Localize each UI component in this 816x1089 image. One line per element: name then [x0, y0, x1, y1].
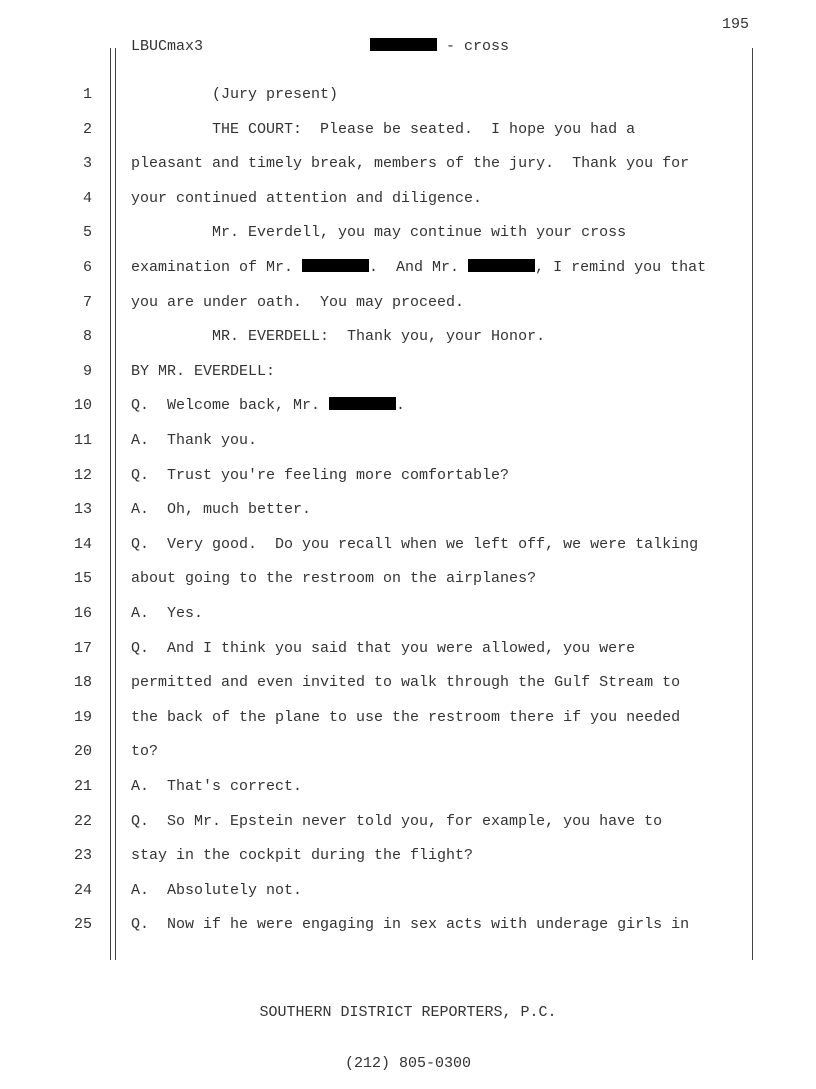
transcript-line [0, 459, 816, 493]
line-text-segment: . [396, 397, 406, 415]
line-number: 18 [73, 674, 92, 692]
line-text-segment: THE COURT: Please be seated. I hope you had a [131, 120, 636, 138]
line-text-segment: A. Yes. [131, 605, 204, 622]
line-text-segment: A. Absolutely not. [131, 881, 303, 899]
line-text [131, 259, 706, 276]
redaction-bar [302, 259, 369, 272]
line-text [131, 640, 635, 657]
transcript-line [0, 632, 816, 666]
line-text-segment: A. Oh, much better. [131, 501, 312, 519]
line-number: 5 [82, 224, 92, 242]
line-number: 9 [82, 362, 92, 380]
footer-reporter-name: SOUTHERN DISTRICT REPORTERS, P.C. [259, 1004, 557, 1021]
transcript-line [0, 701, 816, 735]
line-text [131, 190, 482, 207]
line-number: 4 [82, 189, 92, 207]
line-text-segment: Q. Now if he were engaging in sex acts with underage girls in [131, 916, 690, 934]
redaction-bar [370, 38, 437, 51]
line-number: 22 [73, 812, 92, 830]
line-number: 3 [82, 155, 92, 173]
line-number: 17 [73, 639, 92, 657]
transcript-line [0, 770, 816, 804]
line-text [131, 709, 680, 726]
transcript-line [0, 839, 816, 873]
line-text-segment: A. That's correct. [131, 778, 303, 795]
line-text [131, 363, 275, 380]
line-text-segment: Q. Welcome back, Mr. [131, 397, 330, 415]
line-text [131, 86, 338, 103]
transcript-line [0, 320, 816, 354]
line-text-segment: BY MR. EVERDELL: [131, 362, 276, 380]
line-number: 25 [73, 916, 92, 934]
line-text [131, 882, 302, 899]
line-text [131, 778, 302, 795]
line-text-segment: you are under oath. You may proceed. [131, 293, 465, 311]
line-text-segment: to? [131, 743, 159, 761]
line-text [131, 847, 473, 864]
header-witness-section [370, 38, 509, 55]
line-number: 24 [73, 881, 92, 899]
line-text-segment: , I remind you that [535, 259, 707, 276]
line-text [131, 916, 689, 933]
line-text [131, 432, 257, 449]
transcript-line [0, 147, 816, 181]
line-text-segment: permitted and even invited to walk through the Gulf Stream to [131, 674, 681, 692]
line-text-segment: Q. Trust you're feeling more comfortable? [131, 466, 510, 484]
transcript-line [0, 597, 816, 631]
redaction-bar [468, 259, 535, 272]
transcript-line [0, 389, 816, 423]
line-number: 2 [82, 120, 92, 138]
transcript-line [0, 355, 816, 389]
line-text-segment: (Jury present) [131, 86, 339, 103]
transcript-line [0, 251, 816, 285]
line-text [131, 224, 626, 241]
page-number: 195 [721, 16, 749, 33]
header-case-code: LBUCmax3 [131, 38, 204, 55]
line-number: 8 [82, 328, 92, 346]
footer-phone: (212) 805-0300 [344, 1055, 472, 1072]
line-text-segment: Q. Very good. Do you recall when we left off, we were talking [131, 535, 699, 553]
line-number: 21 [73, 778, 92, 795]
line-text-segment: the back of the plane to use the restroom there if you needed [131, 708, 681, 726]
footer [0, 970, 816, 1089]
line-number: 16 [73, 605, 92, 622]
transcript-line [0, 182, 816, 216]
line-number: 19 [73, 708, 92, 726]
line-text [131, 294, 464, 311]
transcript-line [0, 735, 816, 769]
line-number: 12 [73, 466, 92, 484]
header-section-label: - cross [437, 38, 510, 55]
line-text [131, 536, 698, 553]
line-number: 23 [73, 847, 92, 865]
line-text [131, 328, 545, 345]
line-number: 1 [82, 86, 92, 103]
transcript-line [0, 805, 816, 839]
line-text [131, 155, 689, 172]
line-text-segment: about going to the restroom on the airplanes? [131, 570, 537, 588]
line-text [131, 570, 536, 587]
line-text [131, 605, 203, 622]
line-text-segment: . And Mr. [369, 259, 469, 276]
line-text [131, 674, 680, 691]
transcript-line [0, 493, 816, 527]
line-text-segment: your continued attention and diligence. [131, 189, 483, 207]
transcript-line [0, 286, 816, 320]
line-text-segment: pleasant and timely break, members of the jury. Thank you for [131, 155, 690, 173]
line-text-segment: MR. EVERDELL: Thank you, your Honor. [131, 328, 546, 346]
line-number: 13 [73, 501, 92, 519]
transcript-line [0, 908, 816, 942]
transcript-line [0, 666, 816, 700]
line-text-segment: stay in the cockpit during the flight? [131, 847, 474, 865]
line-number: 10 [73, 397, 92, 415]
transcript-line [0, 528, 816, 562]
line-text [131, 121, 635, 138]
line-text-segment: Mr. Everdell, you may continue with your cross [131, 224, 627, 242]
line-text [131, 397, 405, 414]
line-number: 7 [82, 293, 92, 311]
line-text-segment: Q. So Mr. Epstein never told you, for example, you have to [131, 812, 663, 830]
transcript-line [0, 424, 816, 458]
line-number: 20 [73, 743, 92, 761]
line-text [131, 813, 662, 830]
transcript-line [0, 78, 816, 112]
redaction-bar [329, 397, 396, 410]
transcript-line [0, 562, 816, 596]
line-number: 6 [82, 259, 92, 276]
line-text [131, 743, 158, 760]
transcript-line [0, 216, 816, 250]
line-text-segment: Q. And I think you said that you were allowed, you were [131, 639, 636, 657]
transcript-line [0, 113, 816, 147]
line-text [131, 501, 311, 518]
line-number: 14 [73, 535, 92, 553]
line-text [131, 467, 509, 484]
line-number: 11 [73, 432, 92, 449]
transcript-line [0, 874, 816, 908]
line-number: 15 [73, 570, 92, 588]
line-text-segment: A. Thank you. [131, 432, 258, 449]
line-text-segment: examination of Mr. [131, 259, 303, 276]
